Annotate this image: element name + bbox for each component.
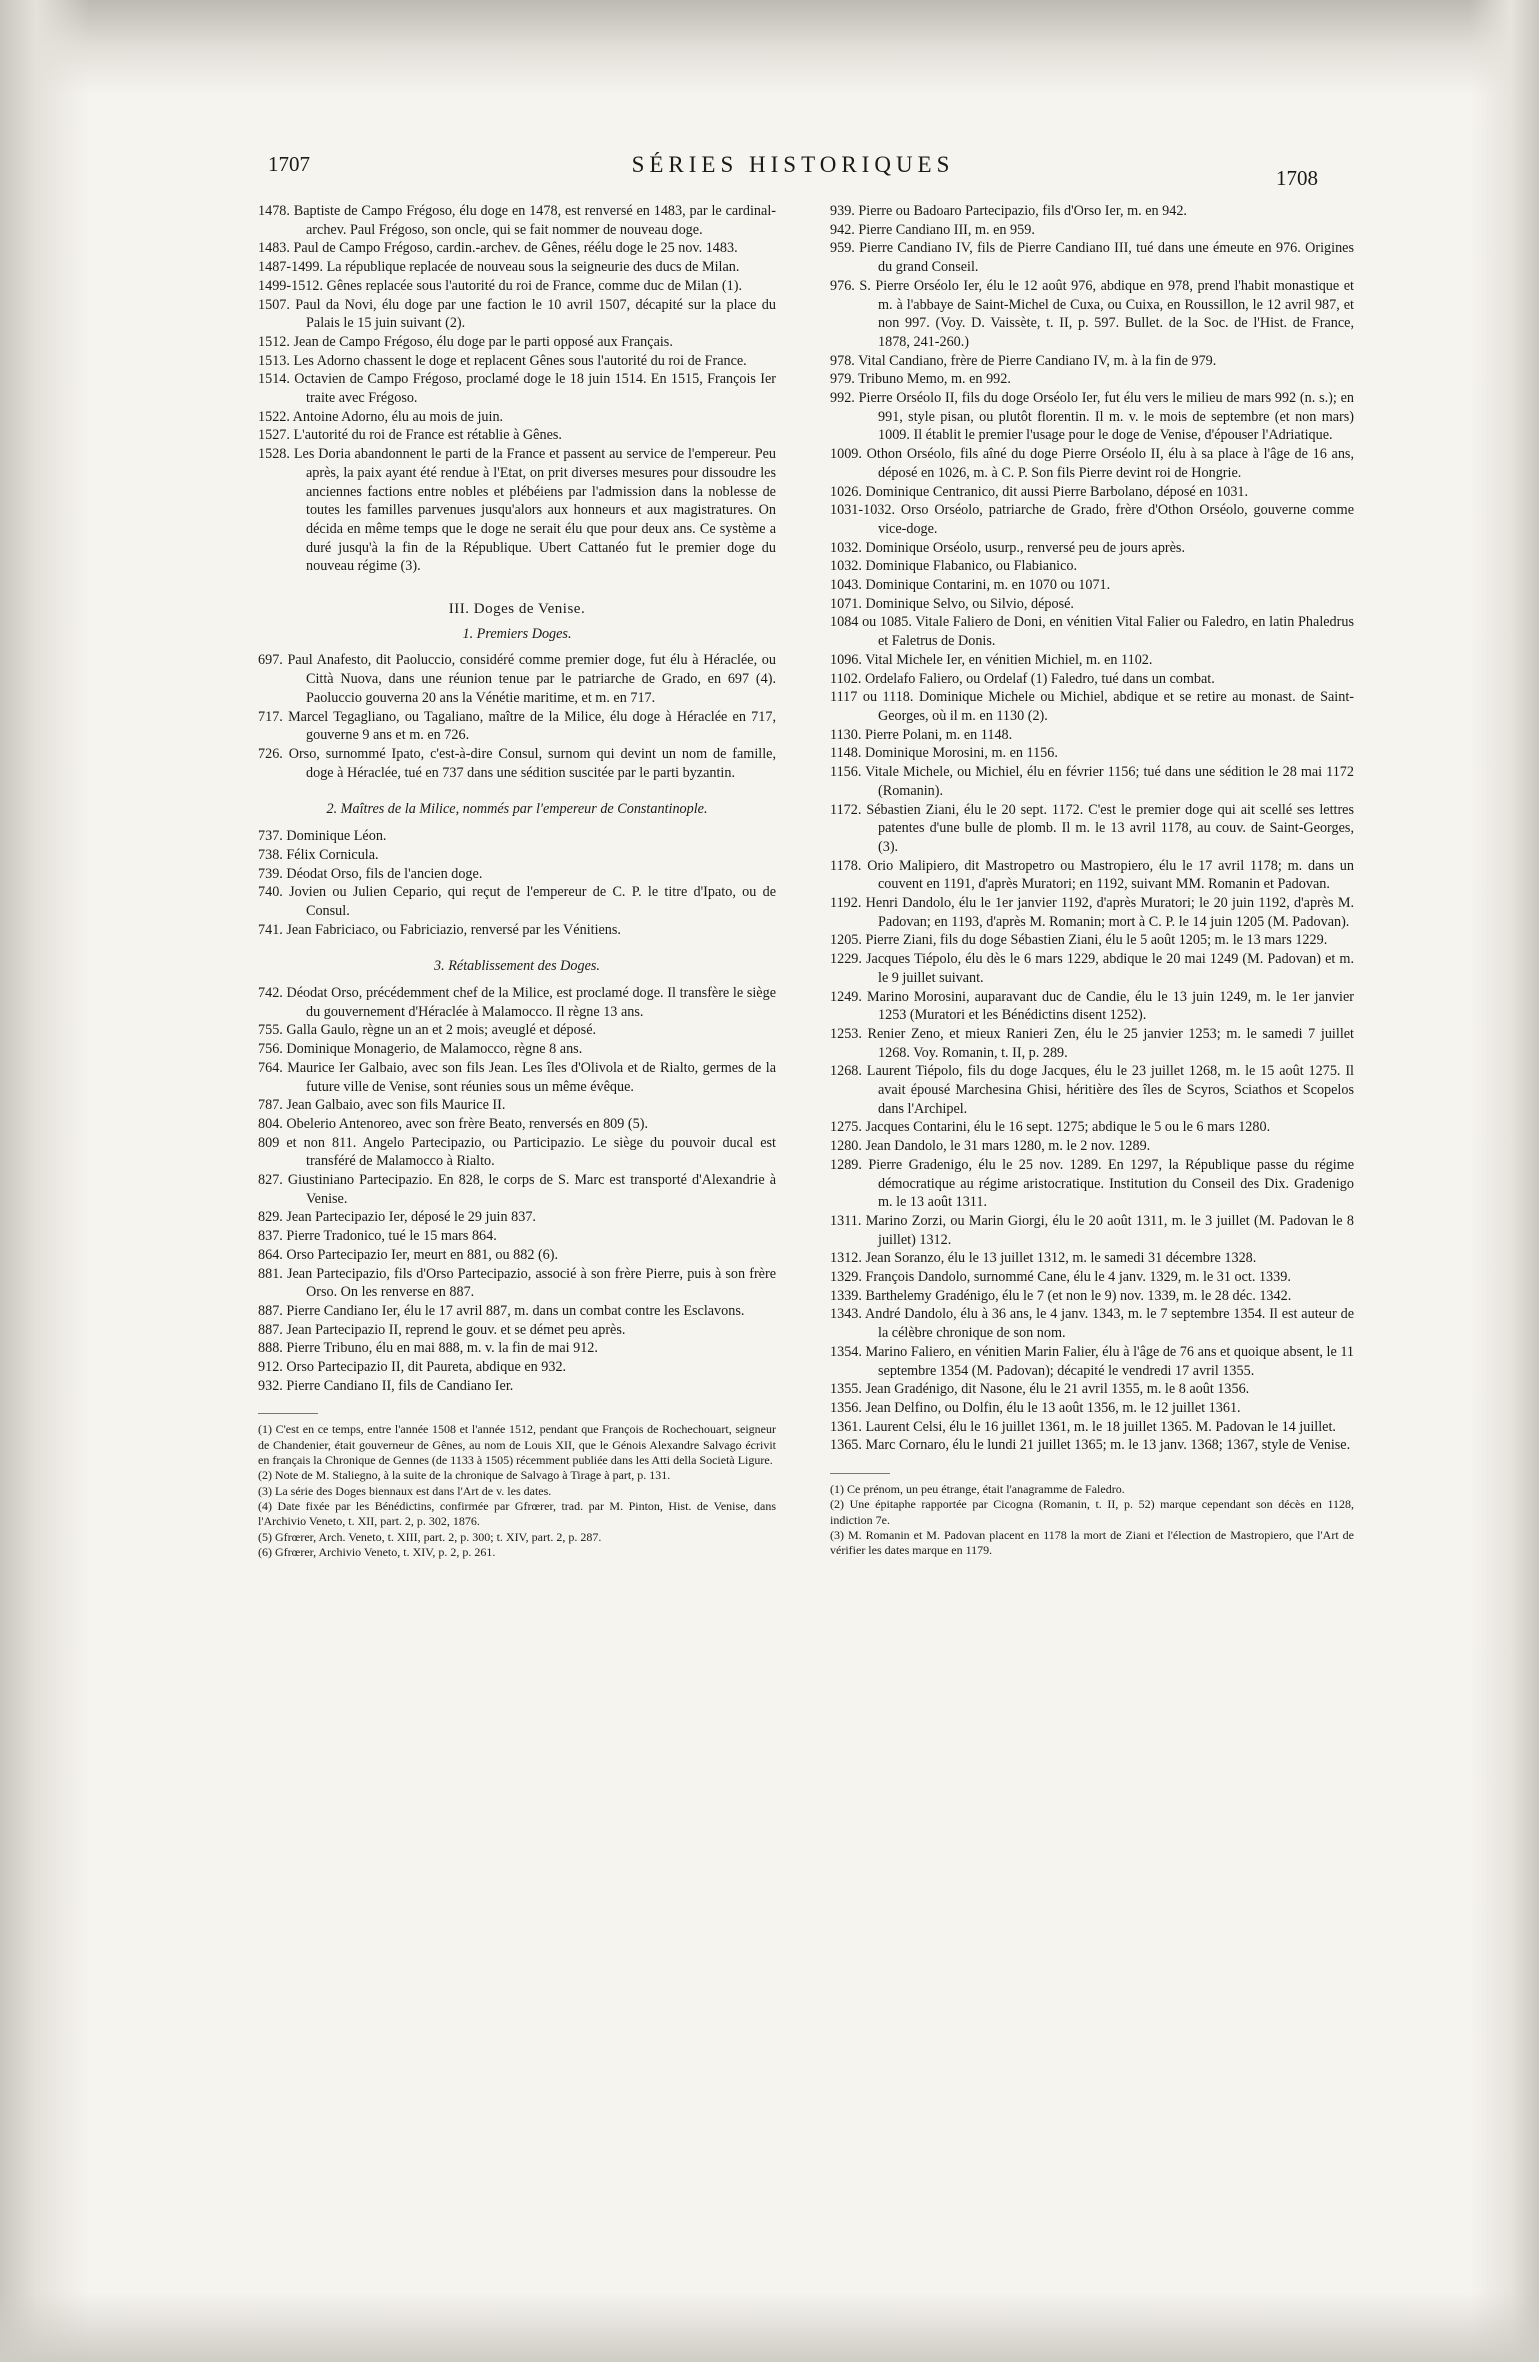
doge-entry: 697. Paul Anafesto, dit Paoluccio, considéré comme premier doge, fut élu à Héraclée, ou Città Nuova, dans une réunion tenue par le patriarche de Grado, en 697 (4). Paoluccio gouverna 20 ans la Vénétie maritime, et m. en 717.: [258, 652, 776, 706]
left-column: [258, 202, 776, 1560]
doge-entry: 1156. Vitale Michele, ou Michiel, élu en février 1156; tué dans une sédition le 28 mai 1172 (Romanin).: [830, 764, 1354, 799]
venice-doges-list: [830, 202, 1354, 1455]
doge-entry: 1289. Pierre Gradenigo, élu le 25 nov. 1289. En 1297, la République passe du régime démocratique au régime aristocratique. Institution du Conseil des Dix. Gradenigo m. le 13 août 1311.: [830, 1156, 1354, 1211]
footnote: (2) Note de M. Staliegno, à la suite de la chronique de Salvago à Tirage à part, p. 131.: [258, 1468, 671, 1483]
footnote: (1) Ce prénom, un peu étrange, était l'anagramme de Faledro.: [830, 1482, 1125, 1497]
doge-entry: 881. Jean Partecipazio, fils d'Orso Partecipazio, associé à son frère Pierre, puis à son frère Orso. On les renverse en 887.: [258, 1265, 776, 1301]
doge-entry: 741. Jean Fabriciaco, ou Fabriciazio, renversé par les Vénitiens.: [258, 921, 621, 938]
footnote: (3) La série des Doges biennaux est dans l'Art de v. les dates.: [258, 1483, 552, 1498]
doge-entry: 976. S. Pierre Orséolo Ier, élu le 12 août 976, abdique en 978, prend l'habit monastique et m. à l'abbaye de Saint-Michel de Cuxa, ou Cuixa, en Roussillon, le 12 avril 987, et non 997. (Voy. D. Vaissète, t. II, p. 597. Bullet. de la Soc. de l'Hist. de France, 1878, 241-260.): [830, 277, 1354, 350]
page-header: [268, 152, 1318, 192]
doge-entry: 1356. Jean Delfino, ou Dolfin, élu le 13 août 1356, m. le 12 juillet 1361.: [830, 1400, 1241, 1416]
doge-entry: 1343. André Dandolo, élu à 36 ans, le 4 janv. 1343, m. le 7 septembre 1354. Il est auteur de la célèbre chronique de son nom.: [830, 1306, 1354, 1342]
right-column: [830, 202, 1354, 1559]
footnote: (6) Gfrœrer, Archivio Veneto, t. XIV, p. 2, p. 261.: [258, 1544, 496, 1559]
subsection-title-restoration: 3. Rétablissement des Doges.: [434, 958, 600, 975]
footnote: (1) C'est en ce temps, entre l'année 1508 et l'année 1512, pendant que François de Rochechouart, seigneur de Chandenier, était gouverneur de Gênes, au nom de Louis XII, que le Génois Alexandre Salvago écrivit en français la Chronique de Gennes (de 1133 à 1505) récemment publiée dans les Atti della Società Ligure.: [258, 1422, 776, 1468]
doge-entry: 992. Pierre Orséolo II, fils du doge Orséolo Ier, fut élu vers le milieu de mars 992 (n. s.); en 991, style pisan, ou plutôt florentin. Il m. v. le mois de septembre (et non mars) 1009. Il établit le premier l'usage pour le doge de Venise, d'épouser l'Adriatique.: [830, 390, 1354, 444]
doge-entry: 1031-1032. Orso Orséolo, patriarche de Grado, frère d'Othon Orséolo, gouverne comme vice-doge.: [830, 502, 1354, 537]
doge-entry: 1522. Antoine Adorno, élu au mois de juin.: [258, 408, 504, 425]
doge-entry: 1483. Paul de Campo Frégoso, cardin.-archev. de Gênes, réélu doge le 25 nov. 1483.: [258, 240, 738, 257]
doge-entry: 1512. Jean de Campo Frégoso, élu doge par le parti opposé aux Français.: [258, 333, 673, 350]
doge-entry: 1096. Vital Michele Ier, en vénitien Michiel, m. en 1102.: [830, 651, 1153, 668]
footnote: (4) Date fixée par les Bénédictins, confirmée par Gfrœrer, trad. par M. Pinton, Hist. de Venise, dans l'Archivio Veneto, t. XII, part. 2, p. 302, 1876.: [258, 1498, 776, 1529]
doge-entry: 1478. Baptiste de Campo Frégoso, élu doge en 1478, est renversé en 1483, par le cardinal-archev. Paul Frégoso, son oncle, qui se fait nommer de nouveau doge.: [258, 203, 776, 238]
doge-entry: 1528. Les Doria abandonnent le parti de la France et passent au service de l'empereur. Peu après, la paix ayant été rendue à l'Etat, on prit diverses mesures pour dissoudre les anciennes factions entre nobles et plébéiens par l'admission dans la noblesse de toutes les familles parvenues jusqu'alors aux honneurs et aux magistratures. On décida en même temps que le doge ne serait élu que pour deux ans. Ce système a duré jusqu'à la fin de la République. Ubert Cattanéo fut le premier doge du nouveau régime (3).: [258, 446, 776, 575]
doge-entry: 932. Pierre Candiano II, fils de Candiano Ier.: [258, 1377, 514, 1394]
first-doges-list: [258, 651, 776, 782]
doge-entry: 939. Pierre ou Badoaro Partecipazio, fils d'Orso Ier, m. en 942.: [830, 203, 1187, 219]
doge-entry: 1249. Marino Morosini, auparavant duc de Candie, élu le 13 juin 1249, m. le 1er janvier 1253 (Muratori et les Bénédictins disent 1252).: [830, 988, 1354, 1024]
doge-entry: 1365. Marc Cornaro, élu le lundi 21 juillet 1365; m. le 13 janv. 1368; 1367, style de Venise.: [830, 1437, 1351, 1454]
doge-entry: 1178. Orio Malipiero, dit Mastropetro ou Mastropiero, élu le 17 avril 1178; m. dans un couvent en 1191, d'après Muratori; en 1192, suivant MM. Romanin et Padovan.: [830, 857, 1354, 893]
running-title: SÉRIES HISTORIQUES: [631, 152, 955, 177]
doge-entry: 887. Jean Partecipazio II, reprend le gouv. et se démet peu après.: [258, 1321, 626, 1338]
footnote-rule: [258, 1413, 318, 1414]
doge-entry: 1071. Dominique Selvo, ou Silvio, déposé.: [830, 595, 1074, 612]
doge-entry: 1130. Pierre Polani, m. en 1148.: [830, 726, 1013, 743]
doge-entry: 1229. Jacques Tiépolo, élu dès le 6 mars 1229, abdique le 20 mai 1249 (M. Padovan) et m. le 9 juillet suivant.: [830, 951, 1354, 986]
genoa-doges-list: [258, 202, 776, 576]
doge-entry: 1102. Ordelafo Faliero, ou Ordelaf (1) Faledro, tué dans un combat.: [830, 670, 1215, 687]
footnote: (5) Gfrœrer, Arch. Veneto, t. XIII, part. 2, p. 300; t. XIV, part. 2, p. 287.: [258, 1529, 602, 1544]
doge-entry: 1354. Marino Faliero, en vénitien Marin Falier, élu à l'âge de 76 ans et quoique absent, le 11 septembre 1354 (M. Padovan); décapité le vendredi 17 avril 1355.: [830, 1343, 1354, 1379]
restored-doges-list: [258, 984, 776, 1395]
doge-entry: 1514. Octavien de Campo Frégoso, proclamé doge le 18 juin 1514. En 1515, François Ier traite avec Frégoso.: [258, 371, 776, 407]
doge-entry: 864. Orso Partecipazio Ier, meurt en 881, ou 882 (6).: [258, 1246, 559, 1263]
doge-entry: 1280. Jean Dandolo, le 31 mars 1280, m. le 2 nov. 1289.: [830, 1138, 1151, 1155]
doge-entry: 1043. Dominique Contarini, m. en 1070 ou 1071.: [830, 577, 1111, 594]
doge-entry: 737. Dominique Léon.: [258, 828, 387, 845]
scan-shadow-left: [0, 0, 90, 2362]
doge-entry: 979. Tribuno Memo, m. en 992.: [830, 371, 1011, 388]
doge-entry: 829. Jean Partecipazio Ier, déposé le 29 juin 837.: [258, 1209, 536, 1226]
footnote: (3) M. Romanin et M. Padovan placent en 1178 la mort de Ziani et l'élection de Mastropiero, que l'Art de vérifier les dates marque en 1179.: [830, 1528, 1354, 1558]
doge-entry: 742. Déodat Orso, précédemment chef de la Milice, est proclamé doge. Il transfère le siège du gouvernement d'Héraclée à Malamocco. Il règne 13 ans.: [258, 985, 776, 1020]
doge-entry: 755. Galla Gaulo, règne un an et 2 mois; aveuglé et déposé.: [258, 1022, 597, 1039]
scan-shadow-right: [1469, 0, 1539, 2362]
doge-entry: 1032. Dominique Flabanico, ou Flabianico.: [830, 558, 1078, 575]
doge-entry: 1499-1512. Gênes replacée sous l'autorité du roi de France, comme duc de Milan (1).: [258, 277, 742, 294]
doge-entry: 1205. Pierre Ziani, fils du doge Sébastien Ziani, élu le 5 août 1205; m. le 13 mars 1229.: [830, 932, 1328, 949]
section-title-venice: III. Doges de Venise.: [448, 601, 586, 618]
doge-entry: 1329. François Dandolo, surnommé Cane, élu le 4 janv. 1329, m. le 31 oct. 1339.: [830, 1269, 1291, 1286]
doge-entry: 787. Jean Galbaio, avec son fils Maurice II.: [258, 1097, 506, 1114]
left-footnotes: [258, 1422, 776, 1560]
doge-entry: 740. Jovien ou Julien Cepario, qui reçut de l'empereur de C. P. le titre d'Ipato, ou de Consul.: [258, 884, 776, 919]
doge-entry: 959. Pierre Candiano IV, fils de Pierre Candiano III, tué dans une émeute en 976. Origines du grand Conseil.: [830, 240, 1354, 276]
doge-entry: 1339. Barthelemy Gradénigo, élu le 7 (et non le 9) nov. 1339, m. le 28 déc. 1342.: [830, 1287, 1292, 1304]
doge-entry: 1032. Dominique Orséolo, usurp., renversé peu de jours après.: [830, 539, 1185, 556]
doge-entry: 1275. Jacques Contarini, élu le 16 sept. 1275; abdique le 5 ou le 6 mars 1280.: [830, 1119, 1271, 1136]
doge-entry: 1312. Jean Soranzo, élu le 13 juillet 1312, m. le samedi 31 décembre 1328.: [830, 1250, 1257, 1267]
doge-entry: 739. Déodat Orso, fils de l'ancien doge.: [258, 865, 483, 882]
doge-entry: 1148. Dominique Morosini, m. en 1156.: [830, 745, 1058, 762]
subsection-title-first-doges: 1. Premiers Doges.: [462, 625, 572, 642]
right-footnotes: [830, 1482, 1354, 1558]
doge-entry: 1117 ou 1118. Dominique Michele ou Michiel, abdique et se retire au monast. de Saint-Georges, où il m. en 1130 (2).: [830, 689, 1354, 724]
doge-entry: 888. Pierre Tribuno, élu en mai 888, m. v. la fin de mai 912.: [258, 1340, 598, 1357]
doge-entry: 912. Orso Partecipazio II, dit Paureta, abdique en 932.: [258, 1359, 567, 1376]
doge-entry: 837. Pierre Tradonico, tué le 15 mars 864.: [258, 1228, 497, 1245]
doge-entry: 726. Orso, surnommé Ipato, c'est-à-dire Consul, surnom qui devint un nom de famille, doge à Héraclée, tué en 737 dans une sédition suscitée par le parti byzantin.: [258, 745, 776, 781]
doge-entry: 887. Pierre Candiano Ier, élu le 17 avril 887, m. dans un combat contre les Esclavons.: [258, 1302, 745, 1319]
militia-masters-list: [258, 827, 776, 939]
doge-entry: 1361. Laurent Celsi, élu le 16 juillet 1361, m. le 18 juillet 1365. M. Padovan le 14 juillet.: [830, 1418, 1336, 1435]
doge-entry: 1084 ou 1085. Vitale Faliero de Doni, en vénitien Vital Falier ou Faledro, en latin Phaledrus et Faletrus de Donis.: [830, 614, 1354, 650]
doge-entry: 1253. Renier Zeno, et mieux Ranieri Zen, élu le 25 janvier 1253; m. le samedi 7 juillet 1268. Voy. Romanin, t. II, p. 289.: [830, 1025, 1354, 1061]
doge-entry: 1026. Dominique Centranico, dit aussi Pierre Barbolano, déposé en 1031.: [830, 483, 1249, 500]
doge-entry: 809 et non 811. Angelo Partecipazio, ou Participazio. Le siège du pouvoir ducal est transféré de Malamocco à Rialto.: [258, 1134, 776, 1170]
doge-entry: 942. Pierre Candiano III, m. en 959.: [830, 221, 1035, 238]
doge-entry: 738. Félix Cornicula.: [258, 846, 379, 863]
doge-entry: 1355. Jean Gradénigo, dit Nasone, élu le 21 avril 1355, m. le 8 août 1356.: [830, 1381, 1250, 1398]
doge-entry: 756. Dominique Monagerio, de Malamocco, règne 8 ans.: [258, 1041, 583, 1058]
doge-entry: 827. Giustiniano Partecipazio. En 828, le corps de S. Marc est transporté d'Alexandrie à Venise.: [258, 1172, 776, 1207]
doge-entry: 764. Maurice Ier Galbaio, avec son fils Jean. Les îles d'Olivola et de Rialto, germes de la future ville de Venise, sont réunies sous un même évêque.: [258, 1059, 776, 1095]
doge-entry: 1268. Laurent Tiépolo, fils du doge Jacques, élu le 23 juillet 1268, m. le 15 août 1275. Il avait épousé Marchesina Ghisi, héritière des îles de Scyros, Sciathos et Scopelos dans l'Archipel.: [830, 1063, 1354, 1117]
doge-entry: 1311. Marino Zorzi, ou Marin Giorgi, élu le 20 août 1311, m. le 3 juillet (M. Padovan le 8 juillet) 1312.: [830, 1212, 1354, 1248]
scan-shadow-bottom: [0, 2292, 1539, 2362]
subsection-title-militia-masters: 2. Maîtres de la Milice, nommés par l'empereur de Constantinople.: [326, 801, 708, 818]
footnote-rule: [830, 1473, 890, 1474]
footnote: (2) Une épitaphe rapportée par Cicogna (Romanin, t. II, p. 52) marque cependant son décès en 1128, indiction 7e.: [830, 1497, 1354, 1527]
left-page-number: 1707: [268, 152, 310, 176]
doge-entry: 1192. Henri Dandolo, élu le 1er janvier 1192, d'après Muratori; le 20 juin 1192, d'après M. Padovan; en 1193, d'après M. Romanin; mort à C. P. le 14 juin 1205 (M. Padovan).: [830, 895, 1354, 930]
doge-entry: 804. Obelerio Antenoreo, avec son frère Beato, renversés en 809 (5).: [258, 1115, 649, 1132]
doge-entry: 1513. Les Adorno chassent le doge et replacent Gênes sous l'autorité du roi de France.: [258, 352, 747, 369]
doge-entry: 717. Marcel Tegagliano, ou Tagaliano, maître de la Milice, élu doge à Héraclée en 717, gouverne 9 ans et m. en 726.: [258, 708, 776, 744]
doge-entry: 978. Vital Candiano, frère de Pierre Candiano IV, m. à la fin de 979.: [830, 352, 1217, 369]
doge-entry: 1009. Othon Orséolo, fils aîné du doge Pierre Orséolo II, élu à sa place à l'âge de 16 ans, déposé en 1026, m. à C. P. Son fils Pierre devint roi de Hongrie.: [830, 446, 1354, 481]
right-page-number: 1708: [1276, 166, 1318, 190]
doge-entry: 1507. Paul da Novi, élu doge par une faction le 10 avril 1507, décapité sur la place du Palais le 15 juin suivant (2).: [258, 296, 776, 332]
doge-entry: 1172. Sébastien Ziani, élu le 20 sept. 1172. C'est le premier doge qui ait scellé ses lettres patentes d'une bulle de plomb. Il m. le 13 avril 1178, au couv. de Saint-Georges, (3).: [830, 801, 1354, 855]
doge-entry: 1527. L'autorité du roi de France est rétablie à Gênes.: [258, 427, 562, 444]
scan-shadow-top: [0, 0, 1539, 95]
doge-entry: 1487-1499. La république replacée de nouveau sous la seigneurie des ducs de Milan.: [258, 259, 740, 276]
